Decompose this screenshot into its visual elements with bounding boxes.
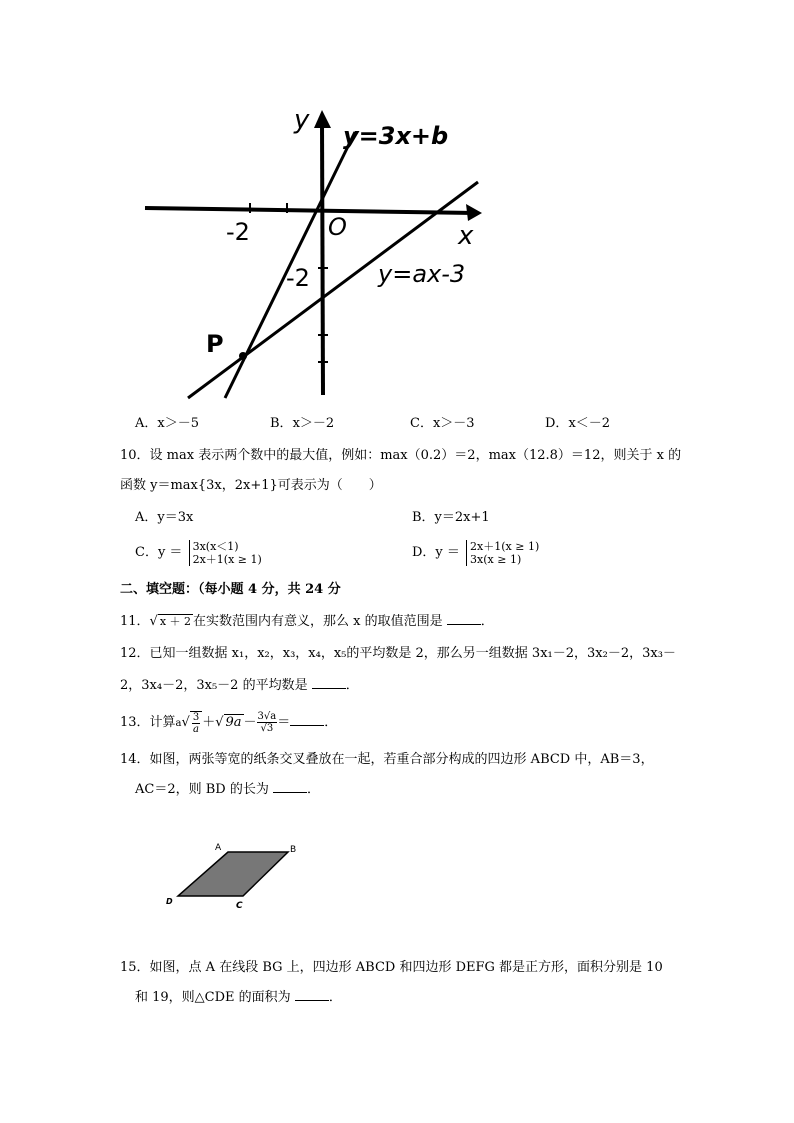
q10-option-c[interactable]: C．y ＝ 3x(x＜1) 2x＋1(x ≥ 1)	[135, 540, 262, 566]
x-axis	[145, 208, 475, 213]
line2-label: y=ax-3	[378, 260, 466, 288]
q12-line1: 12．已知一组数据 x₁，x₂，x₃，x₄，x₅的平均数是 2，那么另一组数据 3x₁－2，3x₂－2，3x₃－	[120, 646, 676, 661]
q11-answer-blank[interactable]	[447, 612, 481, 625]
rhombus-abcd	[178, 852, 288, 896]
label-neg2-x: -2	[226, 218, 250, 246]
q11: 11．√ x ＋ 2 在实数范围内有意义，那么 x 的取值范围是 ．	[120, 614, 494, 629]
label-d: D	[166, 897, 173, 906]
origin-label: O	[328, 213, 347, 241]
q10-option-a[interactable]: A．y＝3x	[135, 510, 194, 525]
line1-label: y=3x+b	[343, 122, 449, 150]
label-c: C	[236, 901, 243, 910]
q10-line2: 函数 y＝max{3x，2x+1}可表示为（ ）	[120, 478, 382, 493]
q13: 13．计算a√ $\frac{3}{a}$ ＋√ 9a － $\frac{3√a}{√3}$ ＝ ．	[120, 711, 338, 735]
q12-answer-blank[interactable]	[312, 676, 346, 689]
q14-figure	[160, 838, 310, 910]
label-b: B	[290, 845, 297, 855]
q15-answer-blank[interactable]	[295, 988, 329, 1001]
q15-line1: 15．如图，点 A 在线段 BG 上，四边形 ABCD 和四边形 DEFG 都是正方形，面积分别是 10	[120, 960, 663, 975]
q9-option-a[interactable]: A．x＞－5	[135, 416, 199, 431]
q9-graph	[130, 100, 500, 405]
label-neg2-y: -2	[286, 264, 310, 292]
axis-x-label: x	[458, 221, 474, 251]
q9-option-b[interactable]: B．x＞－2	[270, 416, 335, 431]
q9-option-d[interactable]: D．x＜－2	[545, 416, 611, 431]
q12-line2: 2，3x₄－2，3x₅－2 的平均数是 ．	[120, 678, 359, 693]
q10-option-b[interactable]: B．y＝2x+1	[412, 510, 490, 525]
q14-line2: AC＝2，则 BD 的长为 ．	[135, 782, 321, 797]
y-axis-arrow	[314, 110, 331, 128]
point-p-label: P	[206, 330, 224, 358]
axis-y-label: y	[294, 105, 310, 135]
q14-answer-blank[interactable]	[273, 780, 307, 793]
point-p-dot	[239, 352, 247, 360]
q13-answer-blank[interactable]	[290, 713, 324, 726]
q9-option-c[interactable]: C．x＞－3	[410, 416, 475, 431]
section-fill-in-title: 二、填空题：（每小题 4 分，共 24 分	[120, 582, 341, 597]
q10-line1: 10．设 max 表示两个数中的最大值，例如：max（0.2）＝2，max（12.8）＝12，则关于 x 的	[120, 448, 682, 463]
x-axis-arrow	[466, 204, 482, 221]
y-axis	[322, 122, 323, 395]
q14-line1: 14．如图，两张等宽的纸条交叉叠放在一起，若重合部分构成的四边形 ABCD 中，AB＝3，	[120, 752, 654, 767]
label-a: A	[215, 843, 222, 853]
q15-line2: 和 19，则△CDE 的面积为 ．	[135, 990, 342, 1005]
q10-option-d[interactable]: D．y ＝ 2x＋1(x ≥ 1) 3x(x ≥ 1)	[412, 540, 540, 566]
